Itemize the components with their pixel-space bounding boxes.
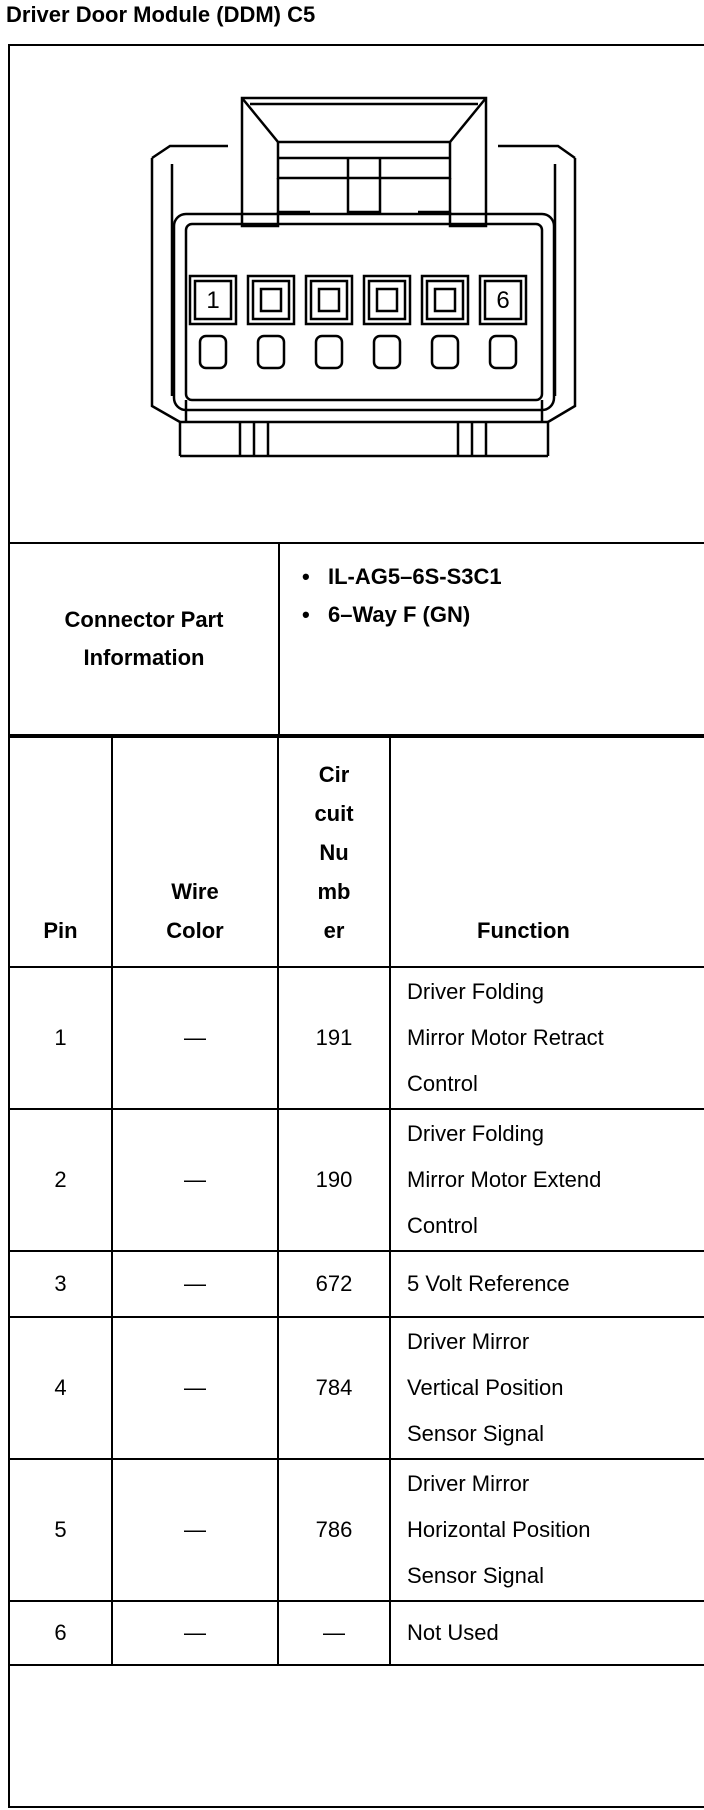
header-circuit-number: Cir cuit Nu mb er (278, 737, 390, 967)
wire-color-cell: — (112, 1459, 278, 1601)
table-header-row (10, 737, 704, 967)
connector-diagram (10, 46, 704, 544)
circuit-cell: 190 (278, 1109, 390, 1251)
pin-cell: 1 (10, 967, 112, 1109)
circuit-cell: — (278, 1601, 390, 1665)
part-info-list (280, 558, 704, 634)
circuit-cell: 191 (278, 967, 390, 1109)
wire-color-cell: — (112, 1317, 278, 1459)
table-row (10, 1459, 704, 1601)
cavity-row (190, 276, 526, 324)
table-row (10, 967, 704, 1109)
pin-cell: 6 (10, 1601, 112, 1665)
pin-cell: 4 (10, 1317, 112, 1459)
table-row (10, 1251, 704, 1317)
function-cell: Driver Mirror Vertical Position Sensor Signal (390, 1317, 704, 1459)
wire-color-cell: — (112, 967, 278, 1109)
pin-cell: 5 (10, 1459, 112, 1601)
header-pin: Pin (10, 737, 112, 967)
pin-cell: 3 (10, 1251, 112, 1317)
part-info-values-cell (280, 544, 704, 736)
function-cell: Not Used (390, 1601, 704, 1665)
table-row (10, 1109, 704, 1251)
connector-type: • 6–Way F (GN) (304, 596, 704, 634)
wire-color-cell: — (112, 1601, 278, 1665)
connector-sheet (8, 44, 704, 1808)
wire-color-cell: — (112, 1251, 278, 1317)
pin-cell: 2 (10, 1109, 112, 1251)
header-wire-color: Wire Color (112, 737, 278, 967)
header-function: Function (390, 737, 704, 967)
circuit-cell: 784 (278, 1317, 390, 1459)
circuit-cell: 786 (278, 1459, 390, 1601)
connector-face-drawing (10, 46, 704, 542)
part-info-label: Connector Part Information (64, 607, 224, 670)
function-cell: 5 Volt Reference (390, 1251, 704, 1317)
function-cell: Driver Folding Mirror Motor Extend Control (390, 1109, 704, 1251)
circuit-cell: 672 (278, 1251, 390, 1317)
table-row (10, 1601, 704, 1665)
function-cell: Driver Folding Mirror Motor Retract Control (390, 967, 704, 1109)
part-number: • IL-AG5–6S-S3C1 (304, 558, 704, 596)
pin-6-label: 6 (496, 287, 510, 314)
pinout-table (10, 736, 704, 1666)
part-info-label-cell (10, 544, 280, 736)
function-cell: Driver Mirror Horizontal Position Sensor Signal (390, 1459, 704, 1601)
pin-1-label: 1 (206, 287, 220, 314)
page-title: Driver Door Module (DDM) C5 (6, 2, 316, 27)
wire-color-cell: — (112, 1109, 278, 1251)
table-row (10, 1317, 704, 1459)
